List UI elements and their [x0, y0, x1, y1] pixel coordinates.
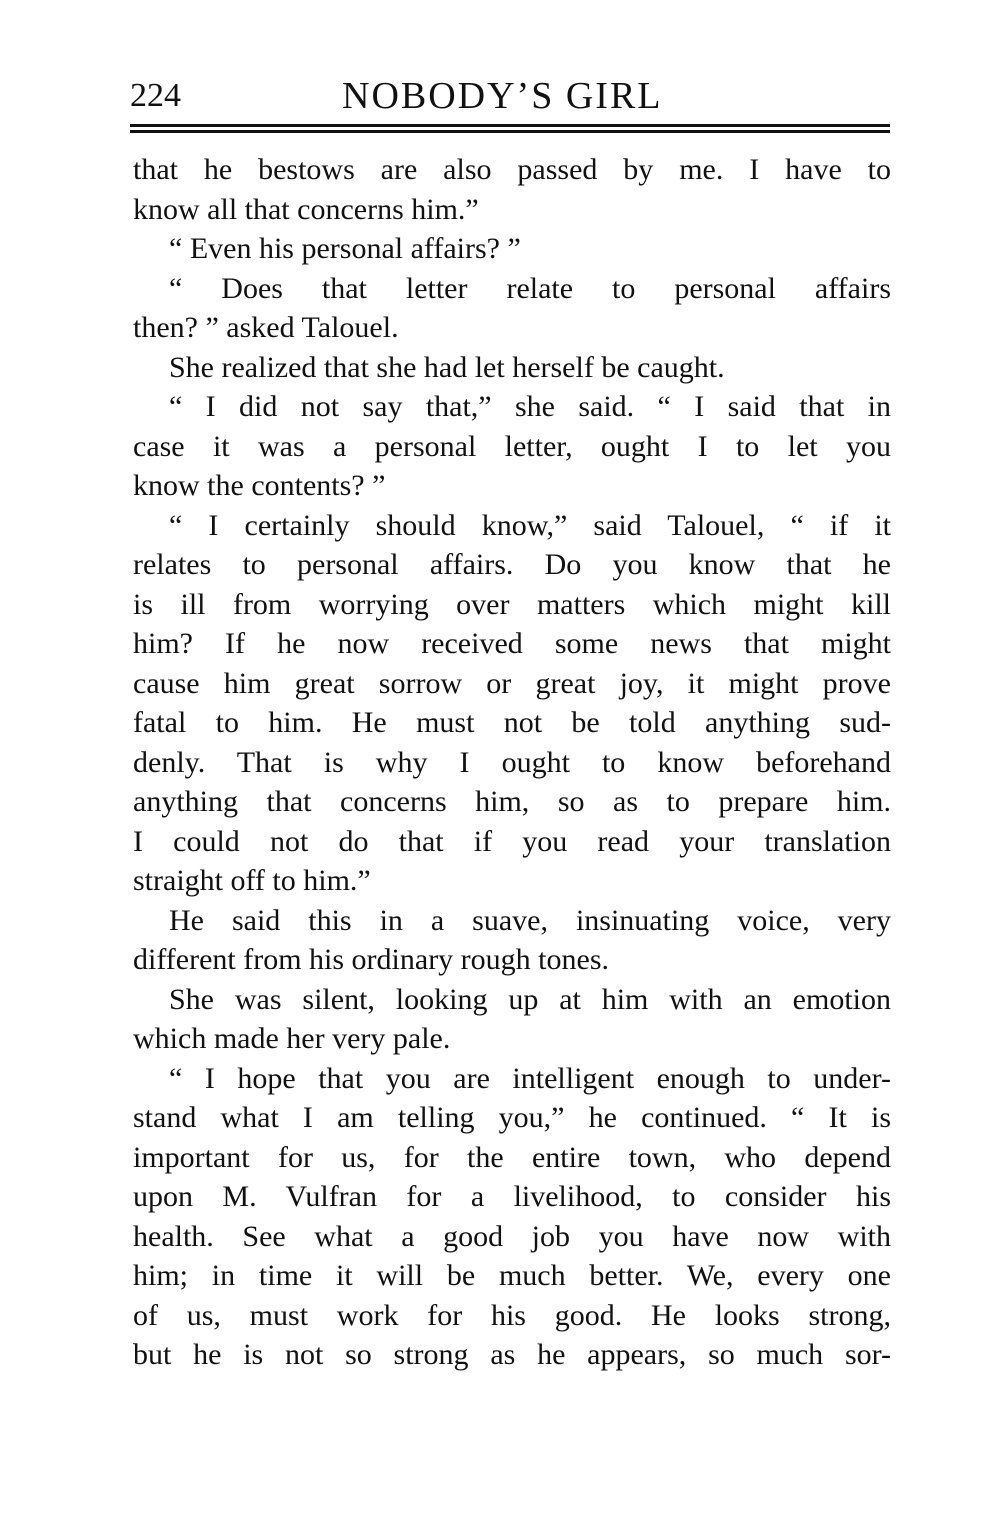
text-line: straight off to him.”: [133, 864, 371, 897]
header-rule-top: [130, 124, 890, 127]
text-line: cause him great sorrow or great joy, it might prove: [133, 666, 891, 700]
text-line: then? ” asked Talouel.: [133, 311, 399, 344]
text-line: She was silent, looking up at him with an emotion: [169, 982, 891, 1016]
page-number: 224: [130, 77, 181, 114]
text-line: denly. That is why I ought to know beforehand: [133, 745, 891, 779]
text-line: I could not do that if you read your translation: [133, 824, 891, 858]
text-line: “ I hope that you are intelligent enough to under-: [169, 1061, 891, 1095]
text-line: him; in time it will be much better. We, every one: [133, 1259, 891, 1292]
text-line: fatal to him. He must not be told anything sud-: [133, 706, 891, 739]
text-line: of us, must work for his good. He looks strong,: [133, 1298, 891, 1332]
text-line: different from his ordinary rough tones.: [133, 943, 610, 976]
text-line: him? If he now received some news that might: [133, 627, 891, 660]
text-line: know the contents? ”: [133, 469, 386, 502]
text-line: “ Does that letter relate to personal affairs: [169, 271, 891, 305]
text-line: that he bestows are also passed by me. I have to: [133, 153, 891, 186]
text-line: “ I certainly should know,” said Talouel, “ if it: [169, 508, 891, 542]
page-header: [130, 76, 890, 122]
text-line: stand what I am telling you,” he continued. “ It is: [133, 1101, 891, 1134]
text-line: He said this in a suave, insinuating voice, very: [169, 903, 891, 937]
text-line: case it was a personal letter, ought I to let you: [133, 429, 891, 463]
text-line: anything that concerns him, so as to prepare him.: [133, 785, 891, 818]
text-line: know all that concerns him.”: [133, 192, 479, 226]
text-line: health. See what a good job you have now with: [133, 1219, 891, 1253]
text-line: is ill from worrying over matters which might kill: [133, 587, 891, 621]
text-line: “ Even his personal affairs? ”: [169, 232, 521, 265]
text-line: upon M. Vulfran for a livelihood, to consider his: [133, 1180, 891, 1213]
text-line: important for us, for the entire town, who depend: [133, 1140, 891, 1174]
body-text: [133, 150, 891, 1375]
text-line: but he is not so strong as he appears, so much sor-: [133, 1338, 891, 1371]
header-rule-bottom: [130, 130, 890, 133]
text-line: She realized that she had let herself be caught.: [169, 350, 725, 384]
text-line: relates to personal affairs. Do you know that he: [133, 548, 891, 581]
text-line: “ I did not say that,” she said. “ I said that in: [169, 390, 891, 423]
running-title: NOBODY’S GIRL: [342, 75, 663, 117]
text-line: which made her very pale.: [133, 1022, 451, 1055]
